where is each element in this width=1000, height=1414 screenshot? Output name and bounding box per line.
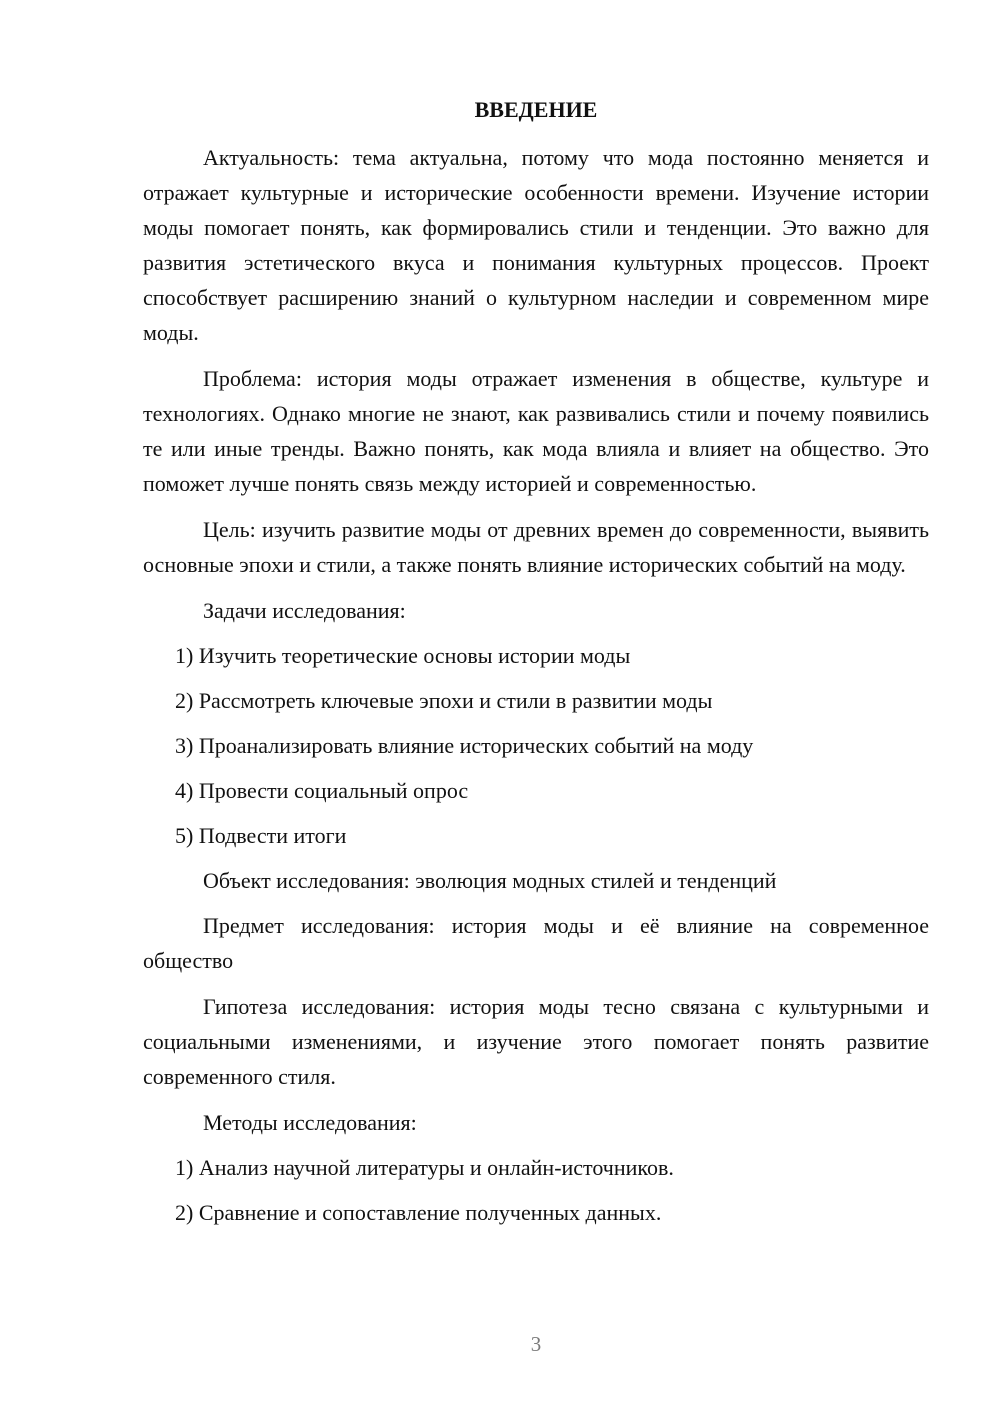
task-item: 5) Подвести итоги [175, 823, 347, 848]
task-item: 2) Рассмотреть ключевые эпохи и стили в развитии моды [175, 688, 713, 713]
page-number: 3 [530, 1332, 542, 1356]
paragraph-problem: Проблема: история моды отражает изменения в обществе, культуре и технологиях. Однако многие не знают, как развивались стили и почему появились те или иные тренды. Важно понять, как мода влияла и влияет на общество. Это поможет лучше понять связь между историей и современностью. [143, 366, 929, 496]
method-item: 2) Сравнение и сопоставление полученных данных. [175, 1200, 662, 1225]
page-content [143, 92, 929, 1240]
paragraph-relevance: Актуальность: тема актуальна, потому что мода постоянно меняется и отражает культурные и исторические особенности времени. Изучение истории моды помогает понять, как формировались стили и тенденции. Это важно для развития эстетического вкуса и понимания культурных процессов. Проект способствует расширению знаний о культурном наследии и современном мире моды. [143, 145, 929, 345]
paragraph-hypothesis: Гипотеза исследования: история моды тесно связана с культурными и социальными изменениями, и изучение этого помогает понять развитие современного стиля. [143, 994, 929, 1089]
paragraph-goal: Цель: изучить развитие моды от древних времен до современности, выявить основные эпохи и стили, а также понять влияние исторических событий на моду. [143, 517, 929, 577]
task-item: 3) Проанализировать влияние исторических событий на моду [175, 733, 754, 758]
task-item: 4) Провести социальный опрос [175, 778, 469, 803]
task-item: 1) Изучить теоретические основы истории моды [175, 643, 631, 668]
paragraph-object: Объект исследования: эволюция модных стилей и тенденций [203, 868, 777, 893]
tasks-heading: Задачи исследования: [203, 598, 406, 623]
section-title: ВВЕДЕНИЕ [474, 97, 598, 122]
method-item: 1) Анализ научной литературы и онлайн-источников. [175, 1155, 674, 1180]
methods-heading: Методы исследования: [203, 1110, 417, 1135]
paragraph-subject: Предмет исследования: история моды и её влияние на современное общество [143, 913, 929, 973]
